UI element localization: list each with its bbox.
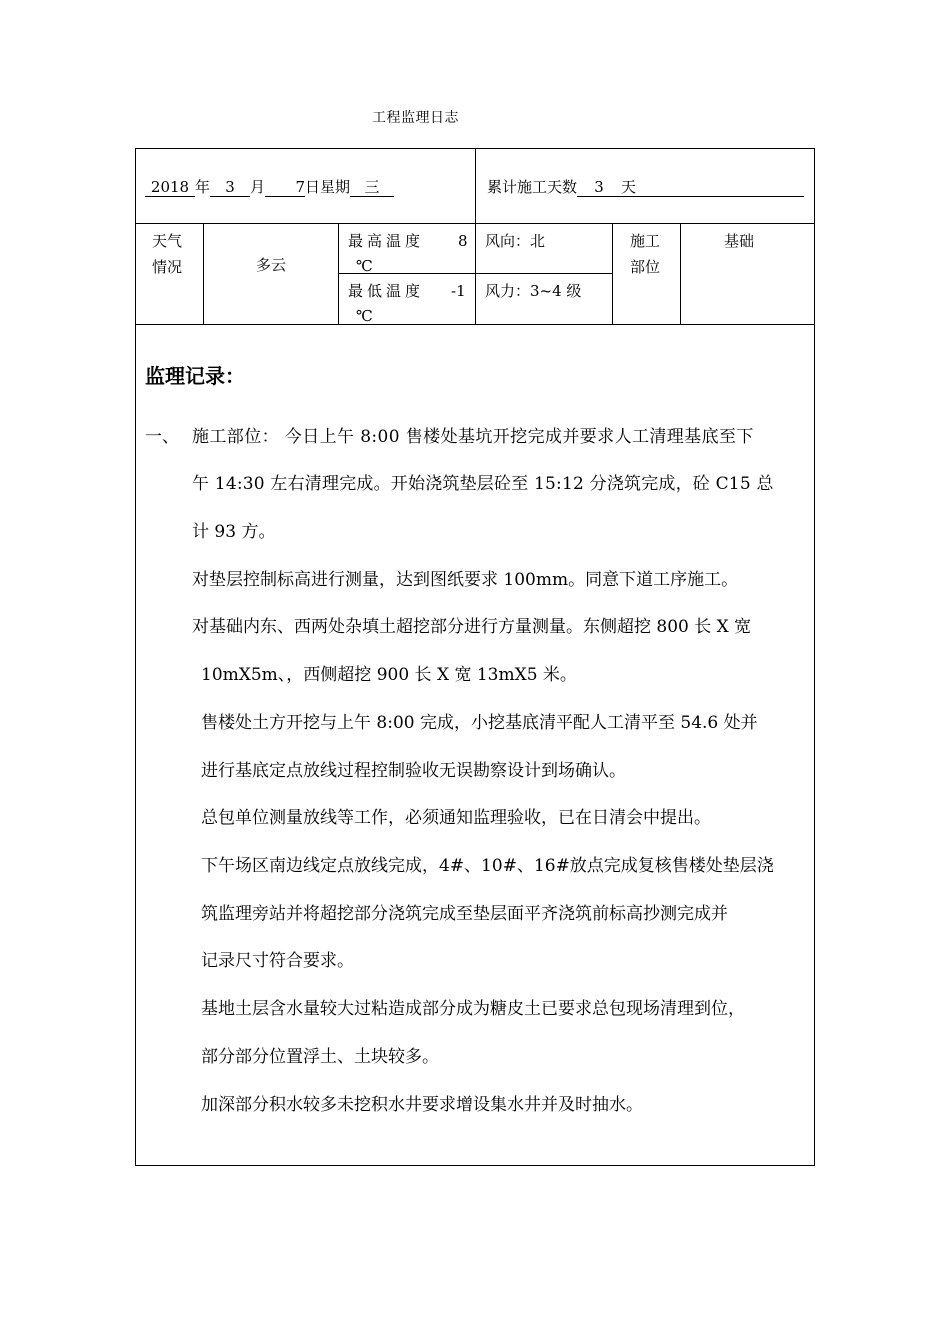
max-temp-unit: ℃ xyxy=(356,257,373,275)
record-line: 计 93 方。 xyxy=(192,522,276,542)
max-temp-value: 8 xyxy=(458,232,468,250)
record-line: 施工部位： 今日上午 8:00 售楼处基坑开挖完成并要求人工清理基底至下 xyxy=(192,427,754,447)
day-value: 7 xyxy=(265,178,305,197)
min-temp-unit: ℃ xyxy=(356,307,373,325)
record-line: 总包单位测量放线等工作，必须通知监理验收，已在日清会中提出。 xyxy=(201,808,711,828)
min-temp-label: 最低温度 xyxy=(348,282,425,300)
record-line: 进行基底定点放线过程控制验收无误勘察设计到场确认。 xyxy=(201,761,626,781)
year-value: 2018 xyxy=(145,178,195,197)
date-line xyxy=(145,176,394,197)
col-divider-weather-value xyxy=(338,223,339,324)
month-suffix: 月 xyxy=(250,178,266,196)
cumulative-days-label: 累计施工天数 xyxy=(487,178,578,196)
weekday-value: 三 xyxy=(350,178,394,197)
cumulative-days-value: 3 xyxy=(577,178,621,197)
weather-label: 天气 情况 xyxy=(152,232,183,276)
day-suffix: 日星期 xyxy=(305,178,351,196)
col-divider-site-label xyxy=(680,223,681,324)
col-divider-weather-label xyxy=(203,223,204,324)
wind-force: 风力：3~4 级 xyxy=(485,282,582,300)
record-line: 记录尺寸符合要求。 xyxy=(201,951,354,971)
site-label: 施工 部位 xyxy=(630,232,661,276)
record-line: 基地土层含水量较大过粘造成部分成为糖皮土已要求总包现场清理到位， xyxy=(201,999,745,1019)
row-divider-weather xyxy=(135,324,815,325)
col-divider-wind xyxy=(612,223,613,324)
month-value: 3 xyxy=(210,178,250,197)
record-line: 10mX5m、，西侧超挖 900 长 X 宽 13mX5 米。 xyxy=(201,665,577,685)
records-heading: 监理记录： xyxy=(145,364,245,388)
item-number: 一、 xyxy=(145,427,179,447)
record-line: 对基础内东、西两处杂填土超挖部分进行方量测量。东侧超挖 800 长 X 宽 xyxy=(192,617,752,637)
col-divider-header xyxy=(475,148,476,324)
document-title: 工程监理日志 xyxy=(372,110,459,126)
site-value: 基础 xyxy=(724,232,755,250)
record-line: 部分部分位置浮土、土块较多。 xyxy=(201,1047,439,1067)
cumulative-days-unit: 天 xyxy=(621,178,804,197)
record-line: 午 14:30 左右清理完成。开始浇筑垫层砼至 15:12 分浇筑完成，砼 C15 总 xyxy=(192,474,774,494)
weather-value: 多云 xyxy=(256,256,287,274)
max-temp-label: 最高温度 xyxy=(348,232,425,250)
year-suffix: 年 xyxy=(195,178,211,196)
record-line: 下午场区南边线定点放线完成，4#、10#、16#放点完成复核售楼处垫层浇 xyxy=(201,856,774,876)
record-line: 加深部分积水较多未挖积水井要求增设集水井并及时抽水。 xyxy=(201,1095,643,1115)
min-temp-value: -1 xyxy=(451,282,466,300)
wind-direction: 风向：北 xyxy=(485,232,546,250)
record-line: 筑监理旁站并将超挖部分浇筑完成至垫层面平齐浇筑前标高抄测完成并 xyxy=(201,904,728,924)
cumulative-days-line xyxy=(487,176,804,197)
record-line: 对垫层控制标高进行测量，达到图纸要求 100mm。同意下道工序施工。 xyxy=(192,570,739,590)
record-line: 售楼处土方开挖与上午 8:00 完成，小挖基底清平配人工清平至 54.6 处并 xyxy=(201,713,758,733)
